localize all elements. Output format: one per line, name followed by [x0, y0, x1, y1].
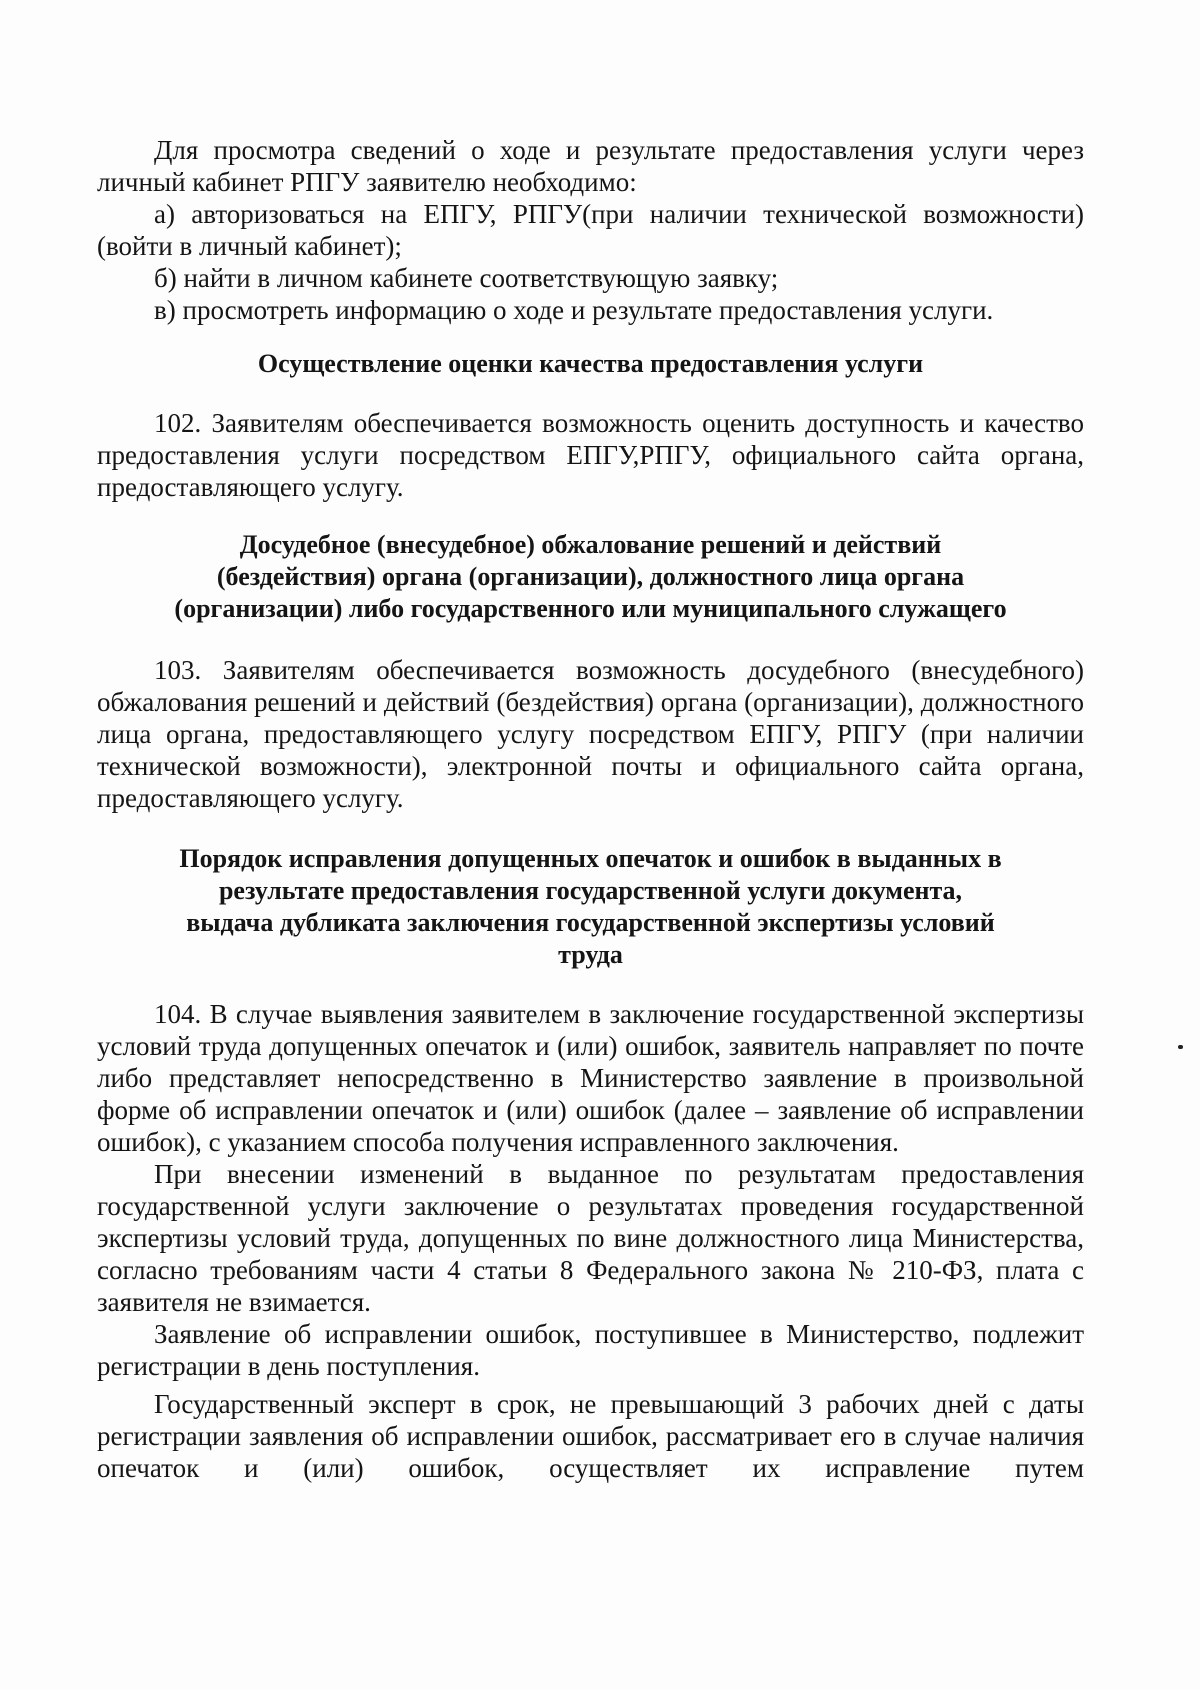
- heading-line: труда: [558, 940, 623, 969]
- heading-line: (бездействия) органа (организации), должностного лица органа: [216, 562, 965, 591]
- list-item-b: б) найти в личном кабинете соответствующую заявку;: [154, 263, 779, 293]
- section-heading-corrections: [97, 843, 1084, 971]
- heading-line: Досудебное (внесудебное) обжалование решений и действий: [239, 530, 942, 559]
- heading-line: (организации) либо государственного или муниципального служащего: [174, 594, 1007, 623]
- paragraph-expert: Государственный эксперт в срок, не превышающий 3 рабочих дней с даты регистрации заявления об исправлении ошибок, рассматривает его в случае наличия опечаток и (или) ошибок, осуществляет их исправление путем: [97, 1389, 1084, 1483]
- heading-line: выдача дубликата заключения государственной экспертизы условий: [186, 908, 995, 937]
- section-heading-quality: [97, 348, 1084, 380]
- section-heading-appeal: [97, 529, 1084, 625]
- scan-speck: [1178, 1045, 1183, 1049]
- intro-paragraph: Для просмотра сведений о ходе и результате предоставления услуги через личный кабинет РПГУ заявителю необходимо:: [97, 135, 1084, 197]
- list-item-c: в) просмотреть информацию о ходе и результате предоставления услуги.: [154, 295, 994, 325]
- paragraph-102: 102. Заявителям обеспечивается возможность оценить доступность и качество предоставления услуги посредством ЕПГУ,РПГУ, официального сайта органа, предоставляющего услугу.: [97, 408, 1084, 502]
- document-body: [97, 134, 1084, 1484]
- paragraph-registration: Заявление об исправлении ошибок, поступившее в Министерство, подлежит регистрации в день поступления.: [97, 1319, 1084, 1381]
- paragraph-103: 103. Заявителям обеспечивается возможность досудебного (внесудебного) обжалования решений и действий (бездействия) органа (организации), должностного лица органа, предоставляющего услугу посредством ЕПГУ, РПГУ (при наличии технической возможности), электронной почты и официального сайта органа, предоставляющего услугу.: [97, 655, 1084, 813]
- paragraph-104: 104. В случае выявления заявителем в заключение государственной экспертизы условий труда допущенных опечаток и (или) ошибок, заявитель направляет по почте либо представляет непосредственно в Министерство заявление в произвольной форме об исправлении опечаток и (или) ошибок (далее – заявление об исправлении ошибок), с указанием способа получения исправленного заключения.: [97, 999, 1084, 1157]
- paragraph-changes: При внесении изменений в выданное по результатам предоставления государственной услуги заключение о результатах проведения государственной экспертизы условий труда, допущенных по вине должностного лица Министерства, согласно требованиям части 4 статьи 8 Федерального закона № 210-ФЗ, плата с заявителя не взимается.: [97, 1159, 1084, 1317]
- heading-line: Порядок исправления допущенных опечаток и ошибок в выданных в: [179, 844, 1002, 873]
- heading-line: Осуществление оценки качества предоставления услуги: [257, 349, 924, 378]
- list-item-a: а) авторизоваться на ЕПГУ, РПГУ(при наличии технической возможности) (войти в личный кабинет);: [97, 199, 1084, 261]
- heading-line: результате предоставления государственной услуги документа,: [218, 876, 963, 905]
